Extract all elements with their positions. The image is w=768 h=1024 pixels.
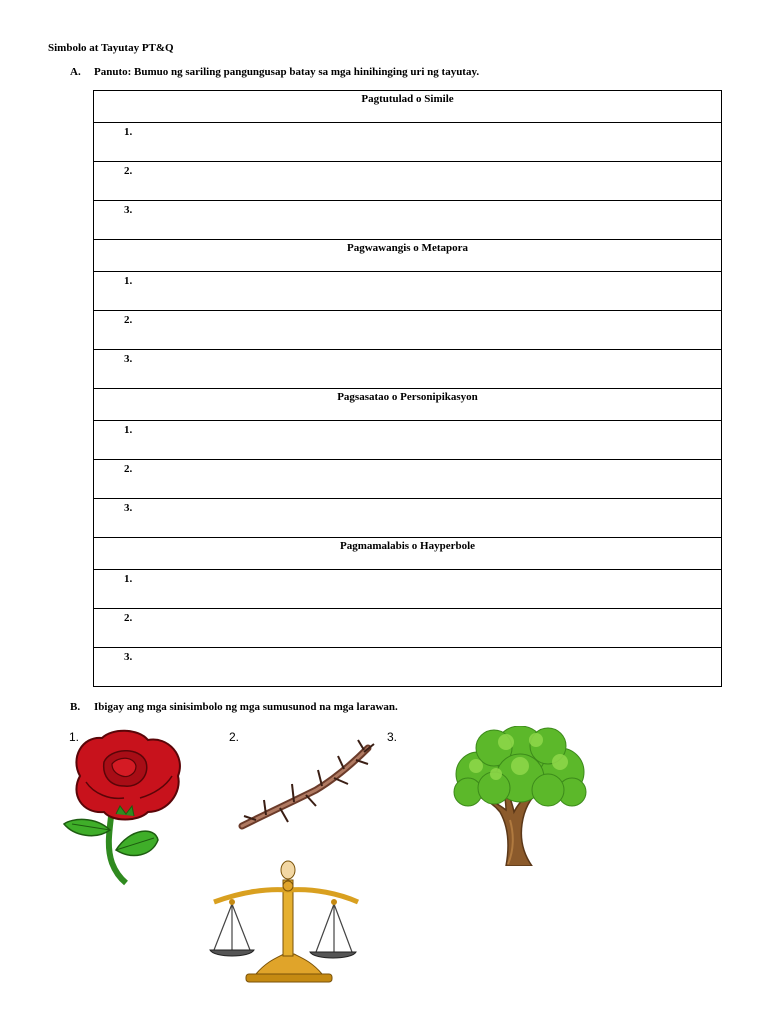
- answer-cell[interactable]: 3.: [94, 648, 722, 687]
- answer-cell[interactable]: 2.: [94, 162, 722, 201]
- table-row: [94, 460, 722, 499]
- group-heading: Pagwawangis o Metapora: [94, 240, 722, 272]
- section-b-text: Ibigay ang mga sinisimbolo ng mga sumusunod na mga larawan.: [94, 701, 398, 713]
- section-b-label: B.: [70, 701, 81, 713]
- group-heading: Pagsasatao o Personipikasyon: [94, 389, 722, 421]
- table-row: [94, 538, 722, 570]
- table-row: [94, 570, 722, 609]
- tayutay-table: [93, 90, 722, 687]
- table-row: [94, 421, 722, 460]
- table-row: [94, 123, 722, 162]
- answer-cell[interactable]: 1.: [94, 123, 722, 162]
- tree-icon: [448, 726, 590, 866]
- answer-cell[interactable]: 1.: [94, 570, 722, 609]
- answer-cell[interactable]: 2.: [94, 609, 722, 648]
- table-row: [94, 609, 722, 648]
- table-row: [94, 350, 722, 389]
- picture-number-3: 3.: [387, 730, 398, 744]
- table-row: [94, 389, 722, 421]
- table-row: [94, 162, 722, 201]
- answer-cell[interactable]: 2.: [94, 311, 722, 350]
- answer-cell[interactable]: 1.: [94, 272, 722, 311]
- answer-cell[interactable]: 3.: [94, 350, 722, 389]
- table-row: [94, 201, 722, 240]
- answer-cell[interactable]: 3.: [94, 499, 722, 538]
- rose-icon: [60, 728, 188, 886]
- table-row: [94, 499, 722, 538]
- table-row: [94, 648, 722, 687]
- section-a-label: A.: [70, 66, 81, 78]
- answer-cell[interactable]: 2.: [94, 460, 722, 499]
- table-row: [94, 311, 722, 350]
- document-title: Simbolo at Tayutay PT&Q: [48, 42, 174, 54]
- thorn-branch-icon: [236, 738, 376, 838]
- answer-cell[interactable]: 1.: [94, 421, 722, 460]
- balance-scale-icon: [206, 858, 362, 986]
- table-row: [94, 272, 722, 311]
- group-heading: Pagmamalabis o Hayperbole: [94, 538, 722, 570]
- picture-number-1: 1.: [69, 730, 80, 744]
- answer-cell[interactable]: 3.: [94, 201, 722, 240]
- table-row: [94, 91, 722, 123]
- section-a-text: Panuto: Bumuo ng sariling pangungusap batay sa mga hinihinging uri ng tayutay.: [94, 66, 480, 78]
- picture-number-2: 2.: [229, 730, 240, 744]
- table-row: [94, 240, 722, 272]
- group-heading: Pagtutulad o Simile: [94, 91, 722, 123]
